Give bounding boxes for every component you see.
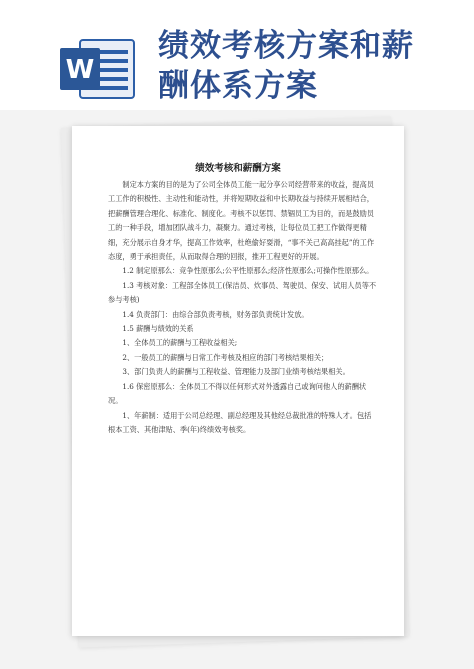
paragraph: 1.5 薪酬与绩效的关系	[122, 324, 194, 334]
document-page	[72, 126, 404, 636]
logo-letter: W	[65, 55, 95, 85]
paragraph: 1.4 负责部门：由综合部负责考核，财务部负责统计发放。	[122, 309, 309, 319]
paragraph: 3、部门负责人的薪酬与工程收益、管理能力及部门业绩考核结果相关。	[122, 367, 350, 377]
paragraph: 制定本方案的目的是为了公司全体员工能一起分享公司经营带来的收益，提高员工工作的积极性、主动性和能动性，并将短期收益和中长期收益与持续开展相结合，把薪酬管理合理化、标准化、制度化。考核不以惩罚、禁锢员工为目的，而是鼓励员工的一种手段，增加团队战斗力，凝聚力。通过考核，让每位员工把工作做得更精细，充分展示自身才华，提高工作效率，杜绝偷好耍滑，“事不关己高高挂起”的工作态度，勇于承担责任，从而取得合理的回报，推开工程更好的开展。	[108, 180, 375, 262]
page-title-line-2: 酬体系方案	[158, 68, 318, 104]
header-banner	[0, 0, 474, 110]
page-title	[158, 26, 458, 106]
paragraph: 2、一般员工的薪酬与日常工作考核及相应的部门考核结果相关；	[122, 352, 329, 362]
document-body	[108, 178, 378, 437]
paragraph: 1.3 考核对象：工程部全体员工(保洁员、炊事员、驾驶员、保安、试用人员等不参与考核)	[108, 280, 377, 305]
paragraph: 1、年薪制：适用于公司总经理、副总经理及其他经总裁批准的特殊人才。包括根本工资、其他津贴、季(年)终绩效考核奖。	[108, 410, 372, 434]
paragraph: 1、全体员工的薪酬与工程收益相关;	[122, 338, 238, 348]
paragraph: 1.6 保密原那么：全体员工不得以任何形式对外透露自己或询问他人的薪酬状况。	[108, 381, 367, 406]
paragraph: 1.2 制定原那么：竞争性原那么;公平性原那么;经济性原那么;可操作性原那么。	[122, 266, 374, 276]
document-title: 绩效考核和薪酬方案	[195, 163, 281, 174]
page-title-line-1: 绩效考核方案和薪	[158, 28, 414, 64]
word-document-icon	[58, 36, 138, 102]
